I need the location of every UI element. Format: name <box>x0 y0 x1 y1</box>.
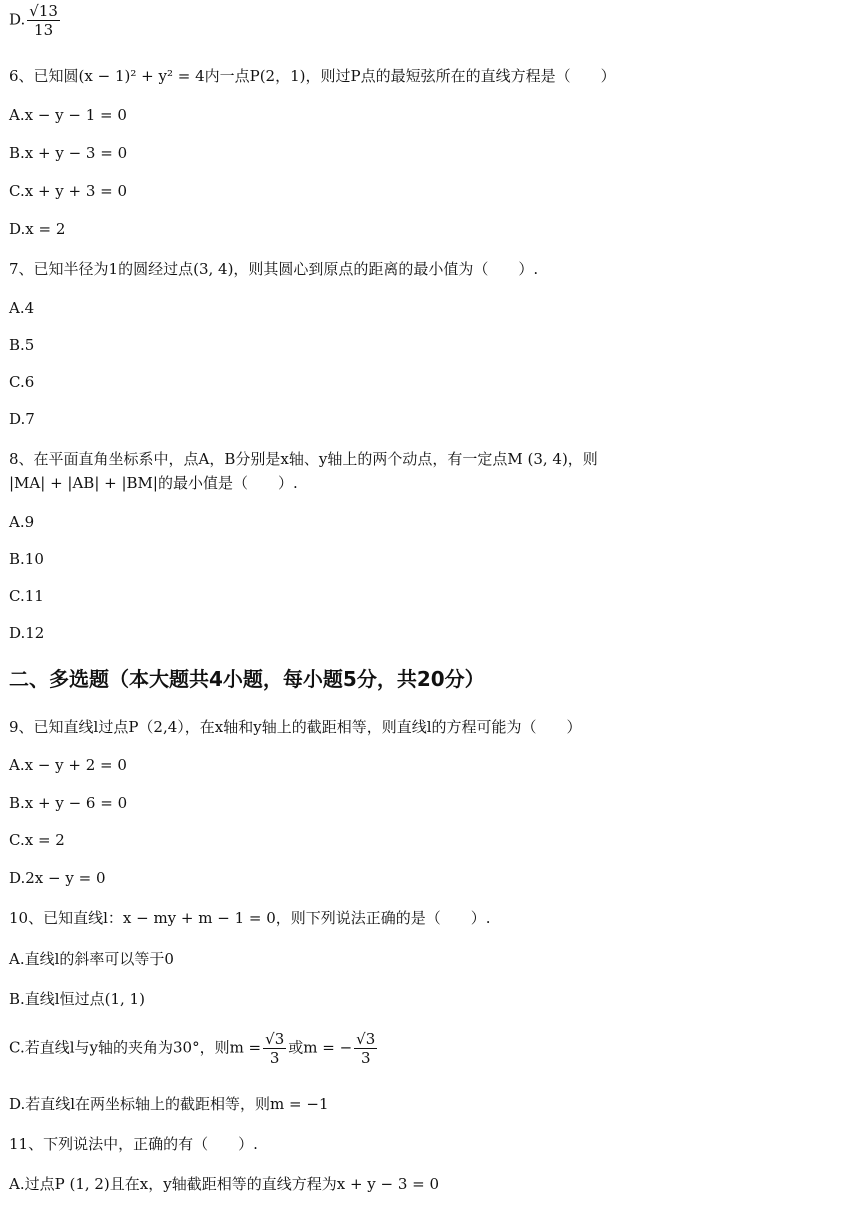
fraction-numerator: √13 <box>29 2 58 20</box>
q9-stem: 9、已知直线l过点P（2,4），在x轴和y轴上的截距相等，则直线l的方程可能为（ ） <box>9 718 582 736</box>
q6-option-b: B.x + y − 3 = 0 <box>9 144 128 162</box>
q10-stem: 10、已知直线l：x − my + m − 1 = 0，则下列说法正确的是（ ）. <box>9 909 491 927</box>
q11-stem: 11、下列说法中，正确的有（ ）. <box>9 1135 258 1153</box>
q6-option-c: C.x + y + 3 = 0 <box>9 182 128 200</box>
q6-option-d: D.x = 2 <box>9 220 66 238</box>
q7-option-c: C.6 <box>9 373 35 391</box>
q9-option-d: D.2x − y = 0 <box>9 869 106 887</box>
fraction-denominator: 3 <box>269 1049 280 1067</box>
q8-option-c: C.11 <box>9 587 44 605</box>
q8-option-d: D.12 <box>9 624 45 642</box>
q7-stem: 7、已知半径为1的圆经过点(3, 4)，则其圆心到原点的距离的最小值为（ ）. <box>9 260 539 278</box>
q7-option-d: D.7 <box>9 410 35 428</box>
q7-option-a: A.4 <box>9 299 35 317</box>
q11-option-a: A.过点P (1, 2)且在x，y轴截距相等的直线方程为x + y − 3 = 0 <box>9 1175 440 1193</box>
fraction-denominator: 3 <box>360 1049 371 1067</box>
q5-option-d-fraction <box>27 2 60 39</box>
fraction-numerator: √3 <box>356 1030 376 1048</box>
q8-option-b: B.10 <box>9 550 44 568</box>
q7-option-b: B.5 <box>9 336 35 354</box>
q6-option-a: A.x − y − 1 = 0 <box>9 106 127 124</box>
q10-option-c-fraction-1 <box>263 1030 286 1067</box>
q10-option-b: B.直线l恒过点(1, 1) <box>9 990 145 1008</box>
q10-option-c-text-2: 或m = − <box>288 1038 353 1057</box>
q9-option-b: B.x + y − 6 = 0 <box>9 794 128 812</box>
q6-stem: 6、已知圆(x − 1)² + y² = 4内一点P(2，1)，则过P点的最短弦所在的直线方程是（ ） <box>9 67 616 85</box>
q8-stem-line2: |MA| + |AB| + |BM|的最小值是（ ）. <box>9 474 298 492</box>
q8-option-a: A.9 <box>9 513 35 531</box>
q10-option-c <box>9 1030 379 1067</box>
q10-option-a: A.直线l的斜率可以等于0 <box>9 950 174 968</box>
q10-option-d: D.若直线l在两坐标轴上的截距相等，则m = −1 <box>9 1095 329 1113</box>
q9-option-c: C.x = 2 <box>9 831 65 849</box>
q9-option-a: A.x − y + 2 = 0 <box>9 756 127 774</box>
q10-option-c-fraction-2 <box>354 1030 377 1067</box>
section-heading-multi-choice: 二、多选题（本大题共4小题，每小题5分，共20分） <box>9 667 485 691</box>
fraction-denominator: 13 <box>34 21 54 39</box>
q5-option-d <box>9 2 62 39</box>
q8-stem-line1: 8、在平面直角坐标系中，点A，B分别是x轴、y轴上的两个动点，有一定点M (3, 4)，则 <box>9 450 598 468</box>
q10-option-c-text-1: C.若直线l与y轴的夹角为30°，则m = <box>9 1038 262 1057</box>
fraction-numerator: √3 <box>265 1030 285 1048</box>
q5-option-d-prefix: D. <box>9 10 26 29</box>
